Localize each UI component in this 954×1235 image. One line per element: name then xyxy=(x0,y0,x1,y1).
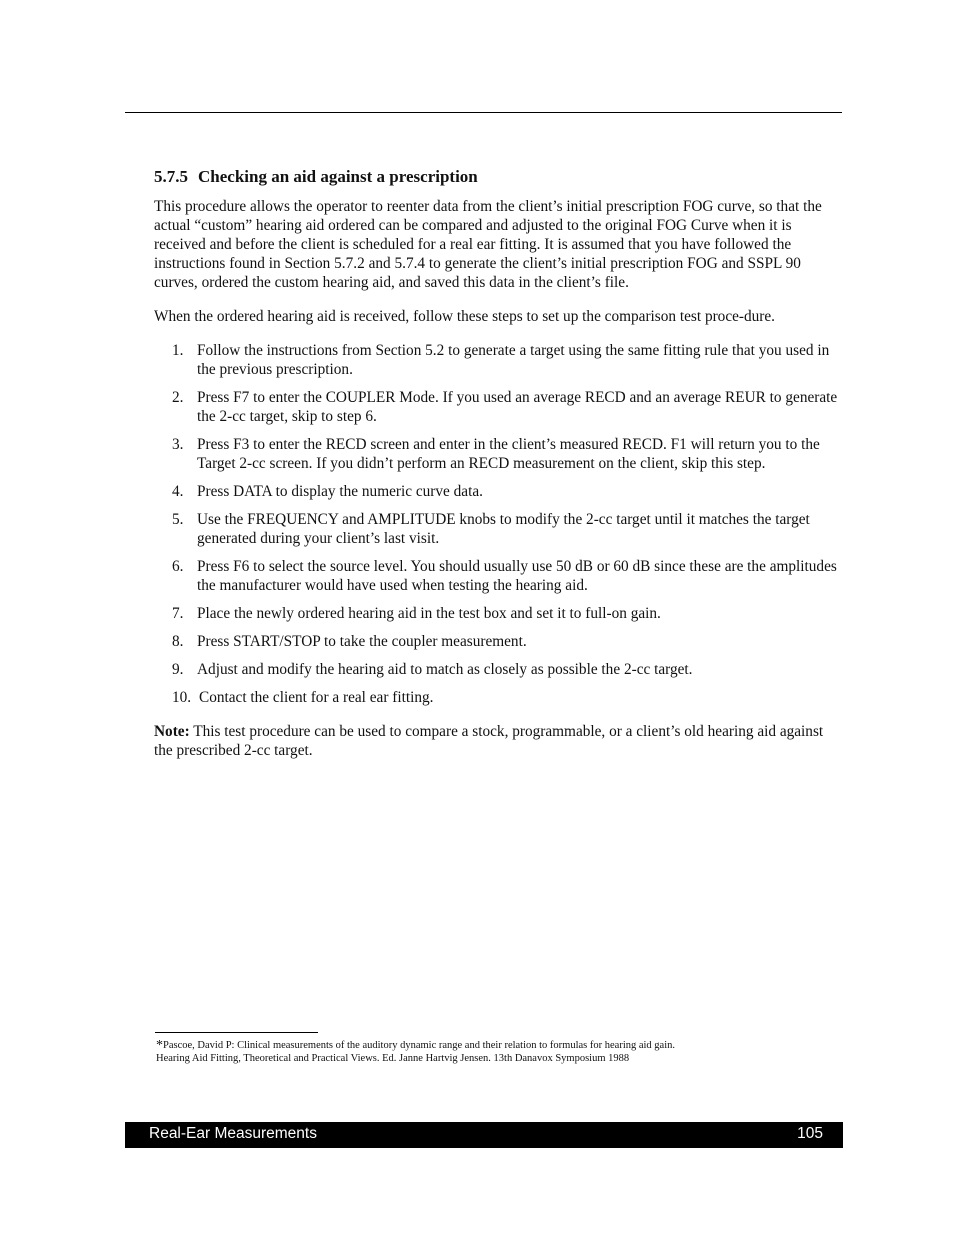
step-number: 7. xyxy=(172,605,184,622)
step-text: Press F7 to enter the COUPLER Mode. If you used an average RECD and an average REUR to generate the 2-cc target, skip to step 6. xyxy=(197,389,838,425)
step-number: 5. xyxy=(172,511,184,528)
list-item xyxy=(154,482,840,501)
intro-paragraph: This procedure allows the operator to reenter data from the client’s initial prescription FOG curve, so that the actual “custom” hearing aid ordered can be compared and adjusted to the original FOG Curve when it is received and before the client is scheduled for a real ear fitting. It is assumed that you have followed the instructions found in Section 5.7.2 and 5.7.4 to generate the client’s initial prescription FOG and SSPL 90 curves, ordered the custom hearing aid, and saved this data in the client’s file. xyxy=(154,198,822,291)
section-title: Checking an aid against a prescription xyxy=(198,167,478,186)
list-item xyxy=(154,557,840,595)
section-number: 5.7.5 xyxy=(154,167,188,186)
footnote-line-2: Hearing Aid Fitting, Theoretical and Practical Views. Ed. Janne Hartvig Jensen. 13th Danavox Symposium 1988 xyxy=(156,1053,630,1064)
footnote-text-1: Pascoe, David P: Clinical measurements of the auditory dynamic range and their relation to formulas for hearing aid gain. xyxy=(163,1040,676,1051)
step-number: 1. xyxy=(172,342,184,359)
steps-list xyxy=(154,341,840,707)
footnote-line-1 xyxy=(156,1039,856,1052)
list-item xyxy=(154,388,840,426)
footnote-marker: * xyxy=(156,1038,163,1053)
steps-intro-paragraph: When the ordered hearing aid is received, follow these steps to set up the comparison test proce-dure. xyxy=(154,308,776,325)
list-item xyxy=(154,510,840,548)
note-text: This test procedure can be used to compare a stock, programmable, or a client’s old hearing aid against the prescribed 2-cc target. xyxy=(154,723,824,759)
top-rule xyxy=(125,112,842,113)
list-item xyxy=(154,632,840,651)
step-number: 6. xyxy=(172,558,184,575)
list-item xyxy=(154,604,840,623)
footnote-rule xyxy=(155,1032,318,1033)
page-footer xyxy=(125,1122,843,1148)
note-paragraph xyxy=(154,722,840,760)
section-heading xyxy=(154,166,840,188)
step-text: Press DATA to display the numeric curve data. xyxy=(197,483,483,500)
footnote xyxy=(156,1039,856,1065)
step-number: 8. xyxy=(172,633,184,650)
list-item xyxy=(154,660,840,679)
main-content xyxy=(154,166,840,775)
step-text: Adjust and modify the hearing aid to match as closely as possible the 2-cc target. xyxy=(197,661,693,678)
step-number: 2. xyxy=(172,389,184,406)
list-item xyxy=(154,435,840,473)
step-number: 3. xyxy=(172,436,184,453)
step-text: Contact the client for a real ear fitting. xyxy=(199,689,434,706)
step-number: 10. xyxy=(172,689,192,706)
page-number: 105 xyxy=(797,1125,823,1142)
step-text: Press START/STOP to take the coupler measurement. xyxy=(197,633,527,650)
step-text: Press F6 to select the source level. You should usually use 50 dB or 60 dB since these are the amplitudes the manufacturer would have used when testing the hearing aid. xyxy=(197,558,837,594)
step-number: 9. xyxy=(172,661,184,678)
list-item xyxy=(154,688,840,707)
note-label: Note: xyxy=(154,723,190,740)
step-text: Press F3 to enter the RECD screen and enter in the client’s measured RECD. F1 will return you to the Target 2-cc screen. If you didn’t perform an RECD measurement on the client, skip this step. xyxy=(197,436,820,472)
step-text: Follow the instructions from Section 5.2 to generate a target using the same fitting rule that you used in the previous prescription. xyxy=(197,342,830,378)
step-text: Place the newly ordered hearing aid in the test box and set it to full-on gain. xyxy=(197,605,661,622)
list-item xyxy=(154,341,840,379)
footer-title: Real-Ear Measurements xyxy=(149,1125,317,1142)
step-number: 4. xyxy=(172,483,184,500)
step-text: Use the FREQUENCY and AMPLITUDE knobs to modify the 2-cc target until it matches the target generated during your client’s last visit. xyxy=(197,511,810,547)
